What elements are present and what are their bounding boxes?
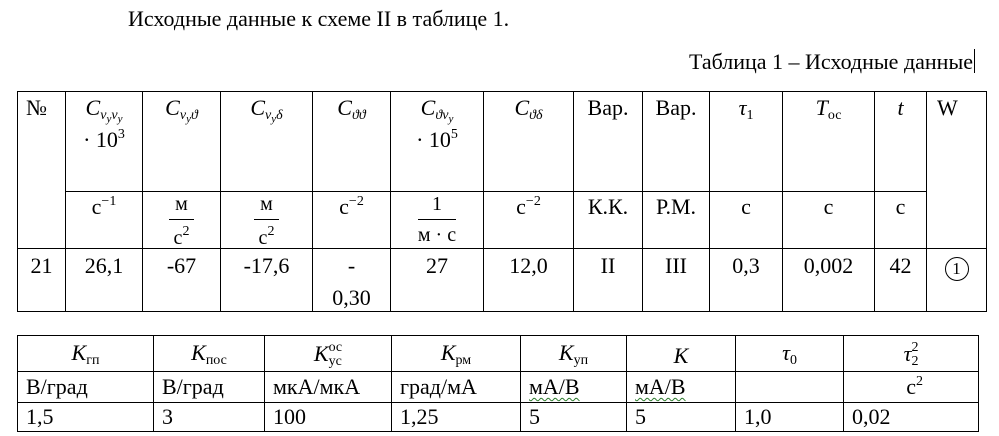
unit-c-tt: $с^{-2}$ (313, 192, 391, 249)
col-header-var-kk: Вар. (574, 92, 643, 192)
col-header-c-tv: $C_{ϑvy}$ · $10^5$ (391, 92, 484, 192)
cell-c-vd: -17,6 (221, 249, 313, 312)
table-row (18, 403, 979, 432)
col-header-c-vt: $C_{vyϑ}$ (143, 92, 221, 192)
col-header-c-vv: $C_{vyvy}$ · $10^3$ (66, 92, 143, 192)
cell-k-rm: 1,25 (392, 403, 521, 432)
cell-c-tt: - 0,30 (313, 249, 391, 312)
unit-var-kk: К.К. (574, 192, 643, 249)
unit-c-vd: $\frac{м}{с^2}$ (221, 192, 313, 249)
unit-var-rm: Р.М. (643, 192, 710, 249)
col-header-c-vd: $C_{vy\delta}$ (221, 92, 313, 192)
col-header-var-rm: Вар. (643, 92, 710, 192)
text-cursor (974, 49, 975, 73)
cell-t: 42 (875, 249, 927, 312)
unit-toc: с (783, 192, 875, 249)
col-header-k-up: $K_{уп}$ (521, 336, 627, 372)
table-row (18, 249, 987, 312)
cell-var-kk: II (574, 249, 643, 312)
cell-toc: 0,002 (783, 249, 875, 312)
table-caption: Таблица 1 – Исходные данные (688, 49, 973, 74)
unit-k-pos: В/град (154, 372, 265, 403)
unit-k: мА/В (627, 372, 736, 403)
col-header-k-rm: $K_{рм}$ (392, 336, 521, 372)
col-header-toc: $T_{ос}$ (783, 92, 875, 192)
unit-k-rm: град/мА (392, 372, 521, 403)
unit-k-gp: В/град (18, 372, 154, 403)
cell-var-rm: III (643, 249, 710, 312)
gain-parameters-table (17, 335, 979, 432)
cell-tau1: 0,3 (710, 249, 783, 312)
col-header-k-us: K ос ус (265, 336, 392, 372)
cell-c-td: 12,0 (484, 249, 574, 312)
col-header-tau1: $\tau_1$ (710, 92, 783, 192)
unit-c-vt: $\frac{м}{с^2}$ (143, 192, 221, 249)
cell-c-tv: 27 (391, 249, 484, 312)
unit-tau2: $с^2$ (844, 372, 979, 403)
col-header-tau0: $\tau_0$ (736, 336, 844, 372)
col-header-c-tt: $C_{ϑϑ}$ (313, 92, 391, 192)
cell-c-vv: 26,1 (66, 249, 143, 312)
col-header-k-pos: $K_{пос}$ (154, 336, 265, 372)
unit-k-us: мкА/мкА (265, 372, 392, 403)
unit-tau0 (736, 372, 844, 403)
unit-c-td: $с^{-2}$ (484, 192, 574, 249)
cell-k-pos: 3 (154, 403, 265, 432)
cell-number: 21 (18, 249, 66, 312)
cell-c-vt: -67 (143, 249, 221, 312)
circled-number-icon: 1 (945, 257, 969, 281)
col-header-c-td: $C_{ϑ\delta}$ (484, 92, 574, 192)
col-header-t: t (875, 92, 927, 192)
unit-t: с (875, 192, 927, 249)
col-header-number: № (18, 92, 66, 249)
page-heading: Исходные данные к схеме II в таблице 1. (128, 6, 510, 31)
col-header-w: W (927, 92, 987, 249)
source-data-table (17, 91, 987, 312)
cell-tau0: 1,0 (736, 403, 844, 432)
cell-w (927, 249, 987, 312)
unit-k-up: мА/В (521, 372, 627, 403)
cell-k-gp: 1,5 (18, 403, 154, 432)
col-header-k-gp: $K_{гп}$ (18, 336, 154, 372)
cell-k: 5 (627, 403, 736, 432)
col-header-k: K (627, 336, 736, 372)
unit-c-vv: $с^{-1}$ (66, 192, 143, 249)
unit-tau1: с (710, 192, 783, 249)
cell-k-up: 5 (521, 403, 627, 432)
cell-tau2: 0,02 (844, 403, 979, 432)
cell-k-us: 100 (265, 403, 392, 432)
unit-c-tv: $\frac{1}{м \cdot с}$ (391, 192, 484, 249)
col-header-tau2: τ 2 2 (844, 336, 979, 372)
